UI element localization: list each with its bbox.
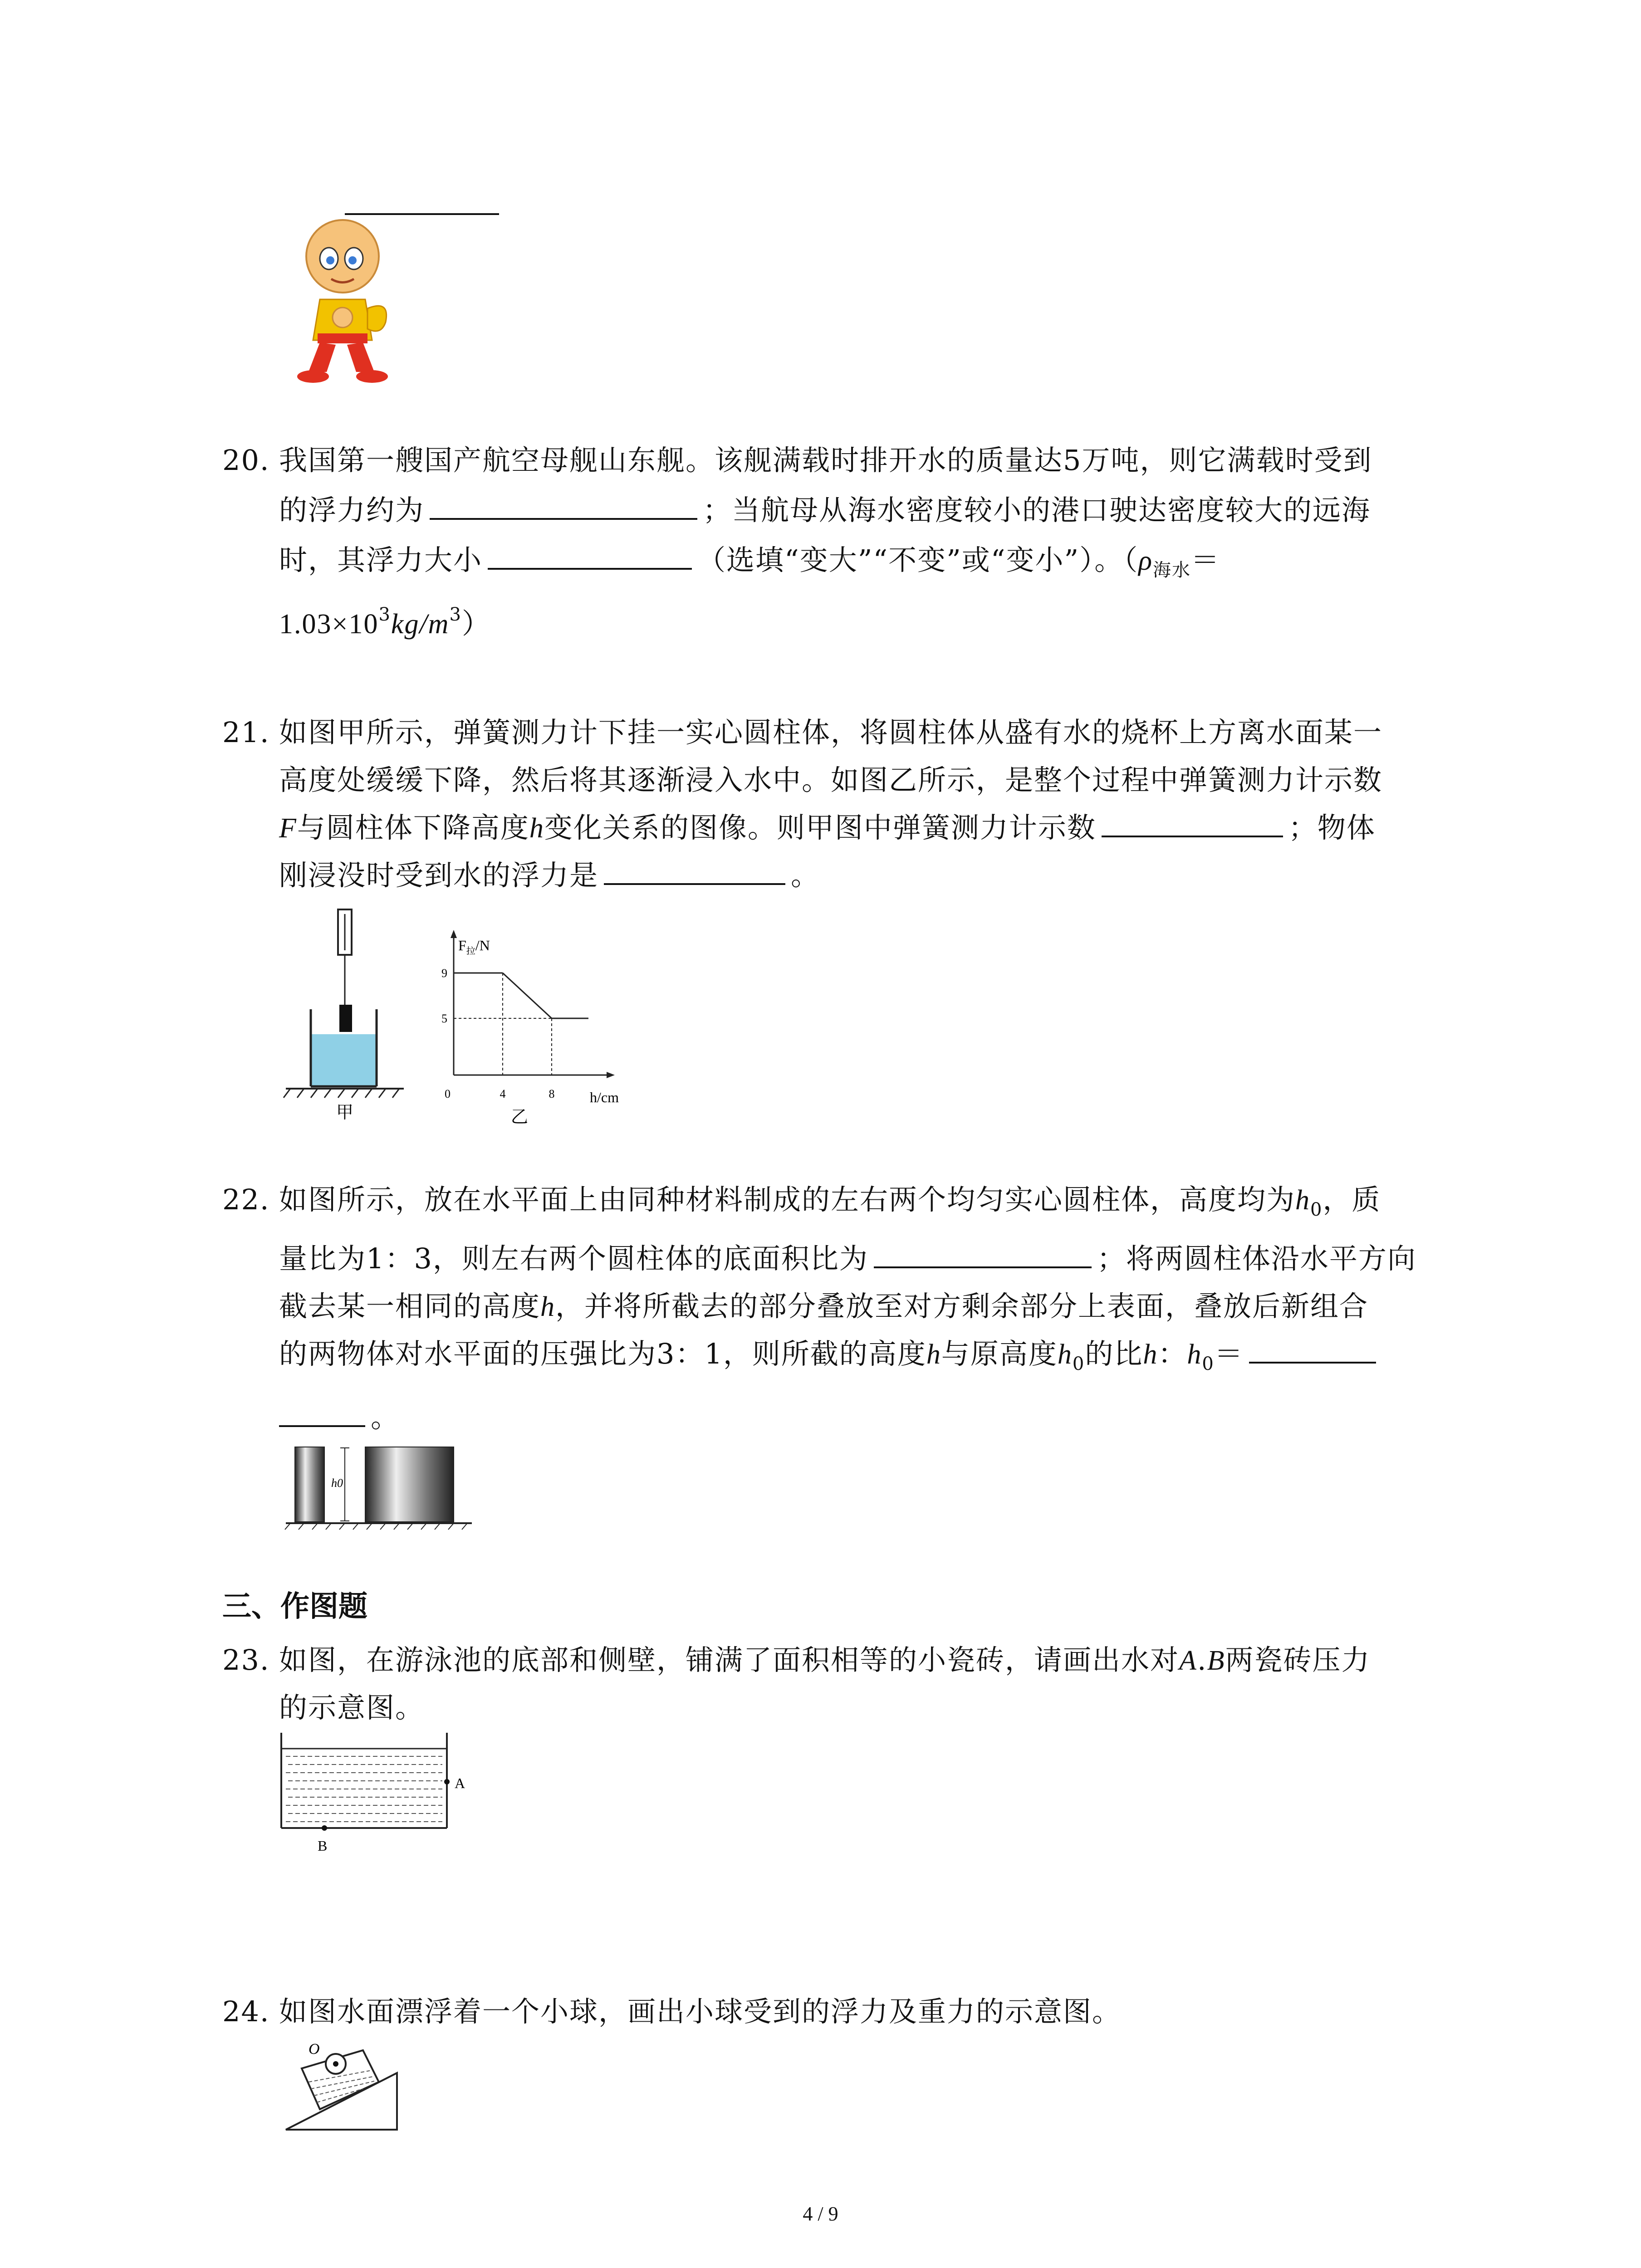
question-text: 的两物体对水平面的压强比为3：1，则所截的高度h与原高度$h_0$的比h：$h_0=$ bbox=[279, 1329, 1381, 1389]
figure-label-yi: 乙 bbox=[510, 1107, 529, 1127]
question-number: 20. bbox=[222, 444, 270, 477]
figure-label-jia: 甲 bbox=[336, 1102, 354, 1122]
question-text: 量比为1：3，则左右两个圆柱体的底面积比为 ；将两圆柱体沿水平方向 bbox=[279, 1242, 1416, 1275]
answer-blank[interactable] bbox=[430, 493, 697, 520]
answer-blank[interactable] bbox=[279, 1400, 365, 1427]
y-axis-label: $F_拉/N$ bbox=[458, 937, 490, 956]
question-text: 高度处缓缓下降，然后将其逐渐浸入水中。如图乙所示，是整个过程中弹簧测力计示数 bbox=[279, 763, 1383, 797]
point-o-label: O bbox=[309, 2041, 320, 2058]
y-tick-label: 9 bbox=[441, 967, 447, 980]
question-20 bbox=[222, 435, 1447, 644]
x-tick-label: 4 bbox=[500, 1087, 506, 1100]
question-number: 23. bbox=[222, 1643, 270, 1677]
question-text: 我国第一艘国产航空母舰山东舰。该舰满载时排开水的质量达5万吨，则它满载时受到 bbox=[279, 444, 1372, 477]
x-tick-label: 8 bbox=[549, 1087, 555, 1100]
question-text: 如图所示，放在水平面上由同种材料制成的左右两个均匀实心圆柱体，高度均为$h_0$，质 bbox=[279, 1183, 1381, 1220]
answer-blank[interactable] bbox=[1102, 810, 1283, 837]
question-text: 。 bbox=[279, 1393, 400, 1442]
answer-blank[interactable] bbox=[604, 858, 785, 885]
answer-blank[interactable] bbox=[488, 543, 692, 570]
swimming-pool-figure bbox=[277, 1728, 485, 1860]
question-number: 24. bbox=[222, 1995, 270, 2028]
spring-scale-beaker-figure bbox=[277, 905, 413, 1132]
page-number: 4 / 9 bbox=[803, 2203, 838, 2225]
h0-label: h0 bbox=[331, 1476, 343, 1490]
series-segment bbox=[503, 973, 552, 1018]
question-21 bbox=[222, 708, 1447, 907]
point-b-label: B bbox=[318, 1838, 328, 1854]
question-number: 22. bbox=[222, 1183, 270, 1216]
question-22 bbox=[222, 1175, 1447, 1447]
question-text: 的示意图。 bbox=[279, 1691, 425, 1724]
y-axis-arrow bbox=[451, 930, 457, 938]
question-text: 截去某一相同的高度h，并将所截去的部分叠放至对方剩余部分上表面，叠放后新组合 bbox=[279, 1290, 1369, 1323]
y-tick-label: 5 bbox=[441, 1012, 447, 1025]
question-text: 如图水面漂浮着一个小球，画出小球受到的浮力及重力的示意图。 bbox=[279, 1995, 1122, 2028]
point-a-label: A bbox=[455, 1775, 465, 1791]
question-text: 刚浸没时受到水的浮力是 。 bbox=[279, 859, 820, 892]
question-text: F与圆柱体下降高度h变化关系的图像。则甲图中弹簧测力计示数 ；物体 bbox=[279, 811, 1376, 844]
floating-ball-figure bbox=[277, 2032, 413, 2141]
question-text: 如图甲所示，弹簧测力计下挂一实心圆柱体，将圆柱体从盛有水的烧杯上方离水面某一 bbox=[279, 716, 1383, 749]
question-text: 的浮力约为 ；当航母从海水密度较小的港口驶达密度较大的远海 bbox=[279, 494, 1371, 527]
question-text: $1.03\times 10^3kg/m^3$） bbox=[279, 604, 491, 640]
question-text: 如图，在游泳池的底部和侧壁，铺满了面积相等的小瓷砖，请画出水对A.B两瓷砖压力 bbox=[279, 1643, 1371, 1677]
origin-label: 0 bbox=[445, 1087, 451, 1100]
cartoon-monk-image bbox=[277, 213, 404, 390]
question-text: 时，其浮力大小 （选填“变大”“不变”或“变小”）。（$\rho_{海水}=$ bbox=[279, 543, 1220, 581]
two-cylinders-figure bbox=[281, 1433, 481, 1533]
answer-blank[interactable] bbox=[1249, 1336, 1376, 1364]
question-23 bbox=[222, 1635, 1447, 1735]
force-height-chart bbox=[436, 925, 635, 1129]
answer-blank[interactable] bbox=[874, 1241, 1092, 1268]
question-number: 21. bbox=[222, 716, 270, 749]
section-heading: 三、作图题 bbox=[222, 1590, 367, 1623]
x-axis-label: h/cm bbox=[590, 1089, 619, 1105]
x-axis-arrow bbox=[607, 1072, 615, 1078]
